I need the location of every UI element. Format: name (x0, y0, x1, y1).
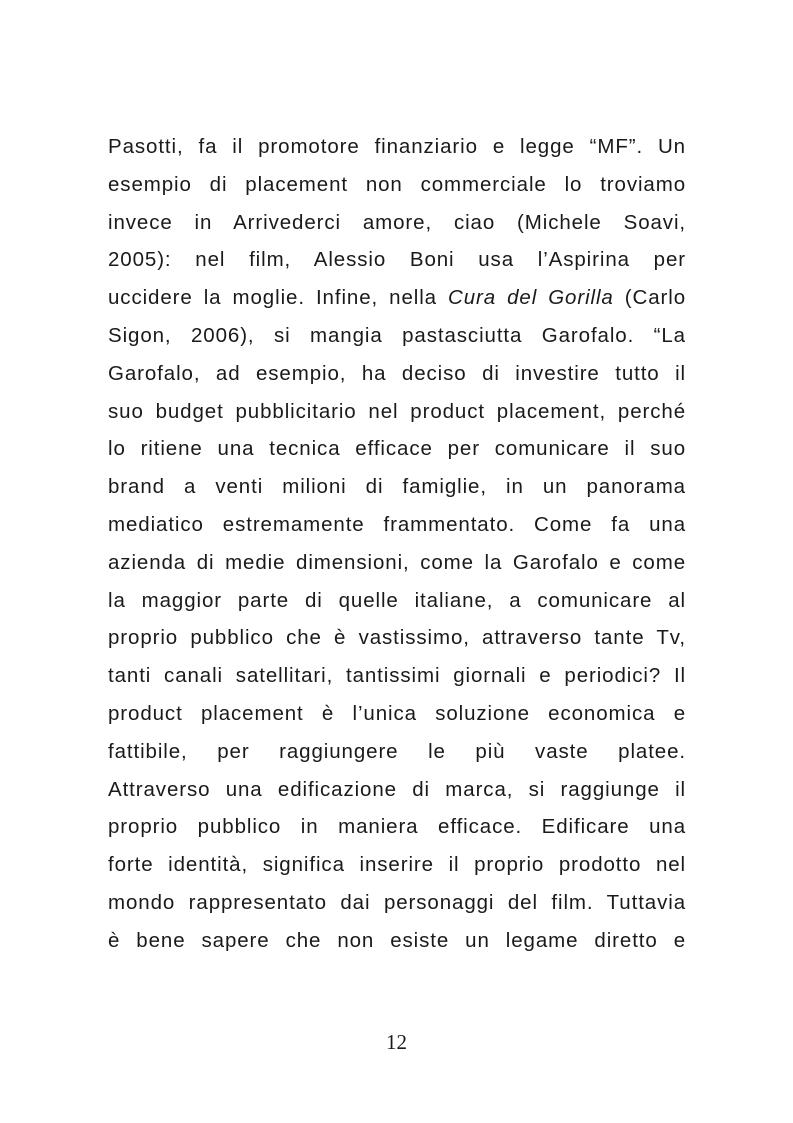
text-line: Sigon, 2006), si mangia pastasciutta Garofalo. “La (108, 323, 686, 347)
text-line: proprio pubblico che è vastissimo, attraverso tante Tv, (108, 626, 686, 650)
text-line: product placement è l’unica soluzione economica e (108, 701, 686, 725)
text-line: esempio di placement non commerciale lo troviamo (108, 172, 686, 196)
text-line: brand a venti milioni di famiglie, in un panorama (108, 475, 686, 499)
text-line: mondo rappresentato dai personaggi del film. Tuttavia (108, 890, 686, 914)
text-segment: uccidere la moglie. Infine, nella (108, 286, 449, 310)
text-segment: (Carlo (613, 286, 686, 310)
text-line: proprio pubblico in maniera efficace. Edificare una (108, 815, 686, 839)
text-line: forte identità, significa inserire il proprio prodotto nel (108, 853, 686, 877)
page-number: 12 (386, 1030, 407, 1054)
text-line: fattibile, per raggiungere le più vaste platee. (108, 739, 686, 763)
text-line: Garofalo, ad esempio, ha deciso di investire tutto il (108, 361, 686, 385)
text-line: tanti canali satellitari, tantissimi giornali e periodici? Il (108, 664, 686, 688)
text-line: lo ritiene una tecnica efficace per comunicare il suo (108, 437, 686, 461)
text-line: Pasotti, fa il promotore finanziario e legge “MF”. Un (108, 135, 686, 158)
text-line: mediatico estremamente frammentato. Come fa una (108, 512, 686, 536)
text-line (108, 279, 686, 317)
text-line: azienda di medie dimensioni, come la Garofalo e come (108, 550, 686, 574)
text-line: Attraverso una edificazione di marca, si raggiunge il (108, 777, 686, 801)
text-line: suo budget pubblicitario nel product placement, perché (108, 399, 686, 423)
text-line: invece in Arrivederci amore, ciao (Michele Soavi, (108, 210, 686, 234)
body-text (108, 128, 686, 960)
text-line: la maggior parte di quelle italiane, a comunicare al (108, 588, 686, 612)
film-title: Cura del Gorilla (448, 286, 614, 310)
text-line: 2005): nel film, Alessio Boni usa l’Aspirina per (108, 248, 686, 272)
text-line: è bene sapere che non esiste un legame diretto e (108, 928, 686, 952)
